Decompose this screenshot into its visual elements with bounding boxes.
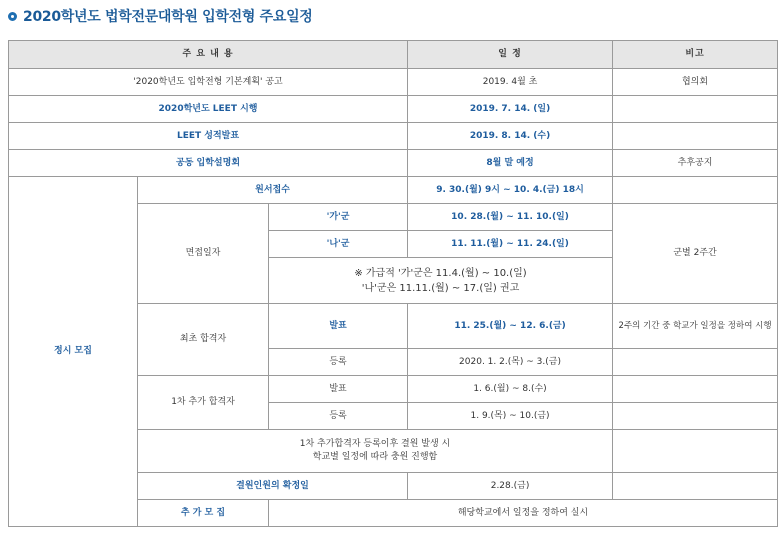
briefing-note: 추후공지 [613, 150, 778, 177]
table-row [9, 96, 778, 123]
plan-schedule: 2019. 4월 초 [408, 69, 613, 96]
final-announce-schedule: 11. 25.(월) ~ 12. 6.(금) [408, 304, 613, 349]
after-note-line1: 1차 추가합격자 등록이후 결원 발생 시 [299, 439, 451, 449]
application-note [613, 177, 778, 204]
table-row [9, 69, 778, 96]
final-register-label: 등록 [269, 349, 408, 376]
final-register-schedule: 2020. 1. 2.(목) ~ 3.(금) [408, 349, 613, 376]
leet-result-schedule: 2019. 8. 14. (수) [408, 123, 613, 150]
vacancy-schedule: 2.28.(금) [408, 473, 613, 500]
header-schedule: 일 정 [408, 41, 613, 69]
additional-announce-schedule: 1. 6.(월) ~ 8.(수) [408, 376, 613, 403]
additional-register-label: 등록 [269, 403, 408, 430]
vacancy-note [613, 473, 778, 500]
additional-register-schedule: 1. 9.(목) ~ 10.(금) [408, 403, 613, 430]
application-label: 원서접수 [138, 177, 408, 204]
leet-result-content: LEET 성적발표 [9, 123, 408, 150]
table-row [9, 150, 778, 177]
interview-ga-label: '가'군 [269, 204, 408, 231]
table-row [9, 177, 778, 204]
leet-test-schedule: 2019. 7. 14. (일) [408, 96, 613, 123]
briefing-schedule: 8월 말 예정 [408, 150, 613, 177]
page-title: 2020학년도 법학전문대학원 입학전형 주요일정 [23, 9, 313, 25]
interview-recommend [269, 258, 613, 304]
interview-na-schedule: 11. 11.(월) ~ 11. 24.(일) [408, 231, 613, 258]
table-row [9, 123, 778, 150]
schedule-table [8, 40, 778, 527]
final-register-note [613, 349, 778, 376]
header-content: 주 요 내 용 [9, 41, 408, 69]
extra-label: 추 가 모 집 [138, 500, 269, 527]
final-announce-label: 발표 [269, 304, 408, 349]
interview-na-label: '나'군 [269, 231, 408, 258]
interview-note: 군별 2주간 [613, 204, 778, 304]
briefing-content: 공동 입학설명회 [9, 150, 408, 177]
regular-label: 정시 모집 [9, 177, 138, 527]
additional-announce-label: 발표 [269, 376, 408, 403]
plan-note: 협의회 [613, 69, 778, 96]
leet-test-note [613, 96, 778, 123]
leet-test-content: 2020학년도 LEET 시행 [9, 96, 408, 123]
additional-label: 1차 추가 합격자 [138, 376, 269, 430]
final-label: 최초 합격자 [138, 304, 269, 376]
after-note [138, 430, 613, 473]
interview-recommend-line2: '나'군은 11.11.(월) ~ 17.(일) 권고 [361, 282, 520, 294]
interview-ga-schedule: 10. 28.(월) ~ 11. 10.(일) [408, 204, 613, 231]
header-note: 비고 [613, 41, 778, 69]
circle-bullet-icon [8, 12, 17, 21]
after-note-extra [613, 430, 778, 473]
after-note-line2: 학교별 일정에 따라 충원 진행함 [312, 452, 438, 462]
interview-label: 면접일자 [138, 204, 269, 304]
interview-recommend-line1: ※ 가급적 '가'군은 11.4.(월) ~ 10.(일) [354, 267, 527, 279]
extra-schedule: 해당학교에서 일정을 정하여 실시 [269, 500, 778, 527]
vacancy-label: 결원인원의 확정일 [138, 473, 408, 500]
leet-result-note [613, 123, 778, 150]
page-title-block [8, 6, 313, 26]
additional-announce-note [613, 376, 778, 403]
plan-content: '2020학년도 입학전형 기본계획' 공고 [9, 69, 408, 96]
additional-register-note [613, 403, 778, 430]
final-announce-note: 2주의 기간 중 학교가 일정을 정하여 시행 [613, 304, 778, 349]
table-header-row [9, 41, 778, 69]
application-schedule: 9. 30.(월) 9시 ~ 10. 4.(금) 18시 [408, 177, 613, 204]
